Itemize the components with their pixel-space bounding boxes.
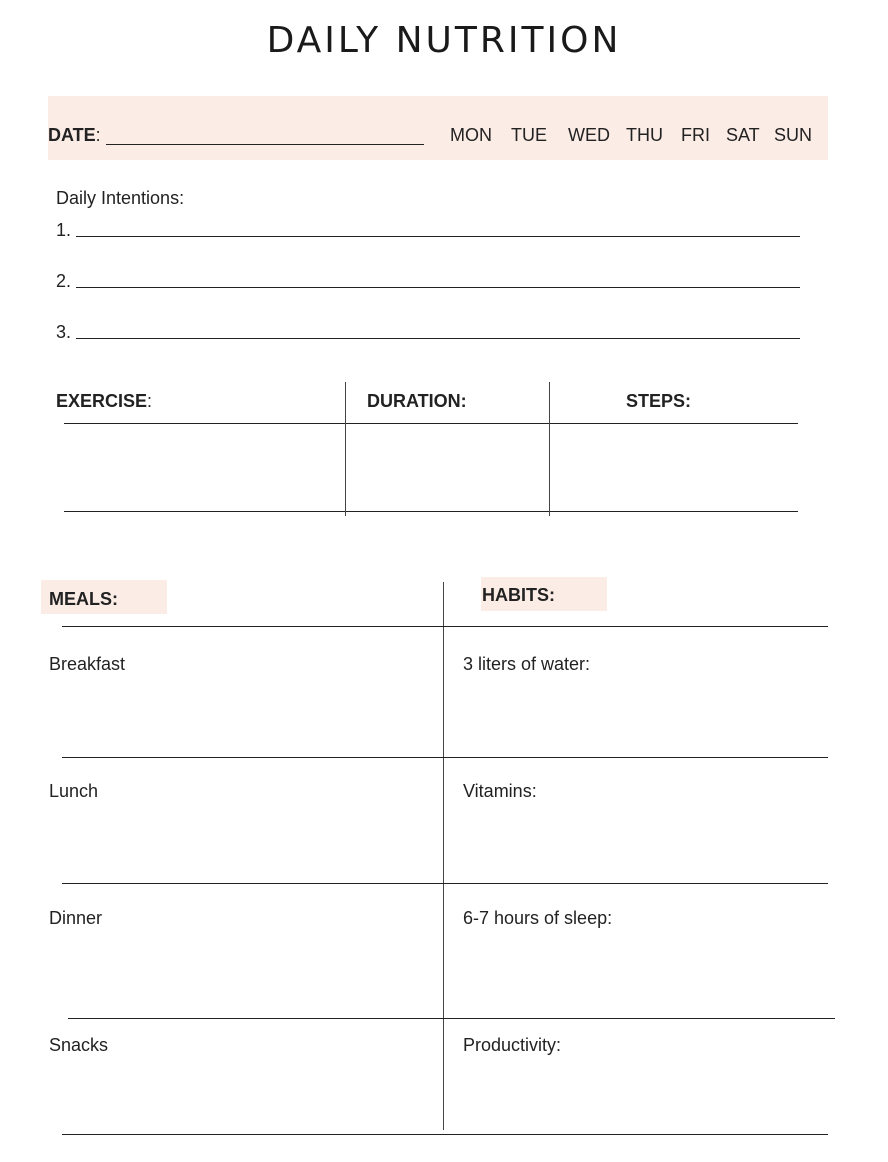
day-fri[interactable]: FRI: [681, 125, 710, 145]
exercise-heading: [56, 391, 152, 412]
date-label: [48, 125, 101, 146]
steps-heading: STEPS:: [626, 391, 692, 411]
meal-snacks: Snacks: [49, 1035, 109, 1055]
date-field-line[interactable]: [106, 144, 424, 145]
breakfast-entry[interactable]: [48, 680, 440, 754]
water-entry[interactable]: [448, 680, 828, 754]
day-mon[interactable]: MON: [450, 125, 492, 145]
intention-number: 1.: [56, 220, 72, 240]
meals-habits-divider: [443, 582, 444, 1130]
productivity-entry[interactable]: [448, 1060, 828, 1132]
habit-water: 3 liters of water:: [463, 654, 591, 674]
day-thu[interactable]: THU: [626, 125, 663, 145]
exercise-table-divider: [549, 382, 550, 516]
sleep-entry[interactable]: [448, 933, 828, 1015]
habit-productivity: Productivity:: [463, 1035, 562, 1055]
duration-cell[interactable]: [348, 426, 548, 510]
intentions-heading: Daily Intentions:: [56, 188, 185, 208]
exercise-table-rule: [64, 423, 798, 424]
intention-line-1[interactable]: [76, 236, 800, 237]
intention-line-2[interactable]: [76, 287, 800, 288]
day-wed[interactable]: WED: [568, 125, 610, 145]
duration-heading: DURATION:: [367, 391, 467, 411]
snacks-entry[interactable]: [48, 1060, 440, 1132]
grid-rule: [62, 757, 828, 758]
date-label-colon: :: [95, 125, 101, 145]
exercise-table-rule: [64, 511, 798, 512]
day-tue[interactable]: TUE: [511, 125, 547, 145]
intention-number: 2.: [56, 271, 72, 291]
date-band: [48, 96, 828, 160]
dinner-entry[interactable]: [48, 933, 440, 1015]
grid-rule: [62, 883, 828, 884]
exercise-heading-colon: :: [147, 391, 153, 411]
meals-heading: MEALS:: [49, 589, 118, 609]
habit-sleep: 6-7 hours of sleep:: [463, 908, 613, 928]
exercise-heading-text: EXERCISE: [56, 391, 148, 411]
meal-lunch: Lunch: [49, 781, 99, 801]
exercise-table-divider: [345, 382, 346, 516]
day-sat[interactable]: SAT: [726, 125, 760, 145]
meal-breakfast: Breakfast: [49, 654, 126, 674]
intention-number: 3.: [56, 322, 72, 342]
vitamins-entry[interactable]: [448, 806, 828, 880]
habits-heading: HABITS:: [482, 585, 555, 605]
grid-rule: [62, 1134, 828, 1135]
meal-dinner: Dinner: [49, 908, 103, 928]
lunch-entry[interactable]: [48, 806, 440, 880]
habit-vitamins: Vitamins:: [463, 781, 537, 801]
day-sun[interactable]: SUN: [774, 125, 813, 145]
grid-rule: [68, 1018, 835, 1019]
intention-line-3[interactable]: [76, 338, 800, 339]
date-label-text: DATE: [48, 125, 96, 145]
grid-rule: [62, 626, 828, 627]
page-title: DAILY NUTRITION: [266, 20, 622, 61]
steps-cell[interactable]: [552, 426, 798, 510]
exercise-cell[interactable]: [64, 426, 344, 510]
